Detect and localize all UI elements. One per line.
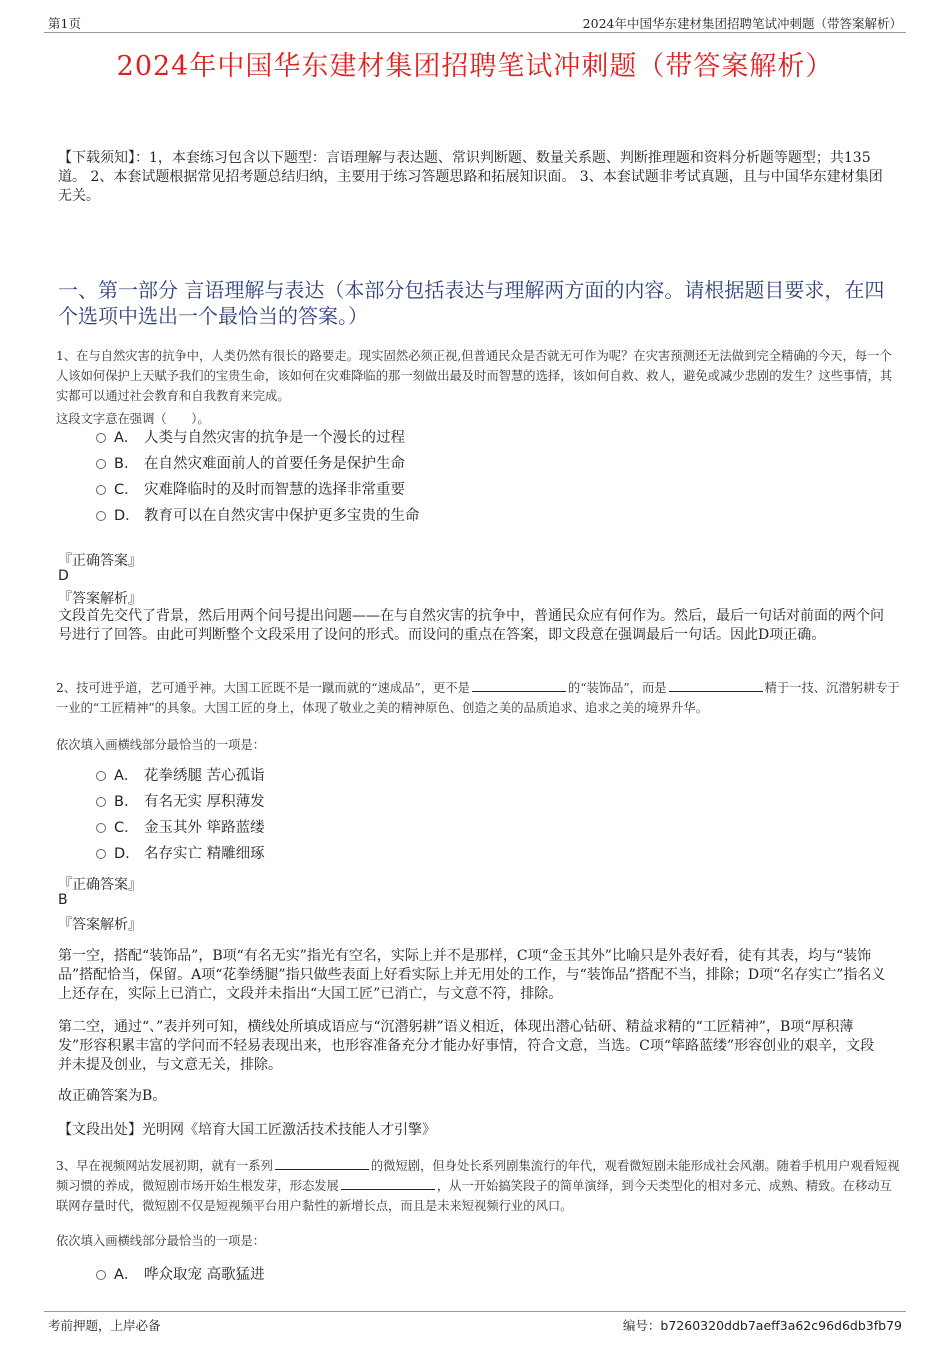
question-2-answer: B: [58, 892, 68, 908]
radio-icon[interactable]: [96, 433, 106, 443]
download-notice: 【下载须知】：1，本套练习包含以下题型：言语理解与表达题、常识判断题、数量关系题、判断推理题和资料分析题等题型；共135道。 2、本套试题根据常见招考题总结归纳，主要用于练习答题思路和拓展知识面。 3、本套试题非考试真题，且与中国华东建材集团无关。: [58, 150, 883, 204]
question-1-option-a[interactable]: A． 人类与自然灾害的抗争是一个漫长的过程: [96, 427, 405, 449]
document-title: 2024年中国华东建材集团招聘笔试冲刺题（带答案解析）: [116, 51, 834, 82]
question-1-analysis-label: 『答案解析』: [58, 591, 142, 607]
section-heading: 一、第一部分 言语理解与表达（本部分包括表达与理解两方面的内容。请根据题目要求，在四个选项中选出一个最恰当的答案。）: [58, 278, 885, 328]
radio-icon[interactable]: [96, 1270, 106, 1280]
radio-icon[interactable]: [96, 823, 106, 833]
answer-blank: [341, 1176, 435, 1190]
question-2-correct-label: 『正确答案』: [58, 877, 142, 893]
question-2-stem: 2、技可进乎道，艺可通乎神。大国工匠既不是一蹴而就的“速成品”，更不是 的“装饰品”，而是 精于一技、沉潜躬耕专于一业的“工匠精神”的具象。大国工匠的身上，体现了敬业之美的精神原色、创造之美的品质追求、追求之美的境界升华。: [56, 678, 900, 718]
question-1-option-c[interactable]: C． 灾难降临时的及时而智慧的选择非常重要: [96, 479, 405, 501]
answer-blank: [472, 678, 566, 692]
page-number: 第1页: [48, 16, 81, 31]
question-1-analysis: 文段首先交代了背景，然后用两个问号提出问题——在与自然灾害的抗争中，普通民众应有何作为。然后，最后一句话对前面的两个问号进行了回答。由此可判断整个文段采用了设问的形式。而设问的重点在答案，即文段意在强调最后一句话。因此D项正确。: [58, 608, 884, 643]
page-footer: [44, 1311, 906, 1336]
footer-slogan: 考前押题，上岸必备: [48, 1318, 161, 1333]
question-2-ask: 依次填入画横线部分最恰当的一项是：: [56, 738, 266, 752]
question-2-option-b[interactable]: B． 有名无实 厚积薄发: [96, 791, 265, 813]
question-2-conclusion: 故正确答案为B。: [58, 1088, 167, 1104]
question-1-option-d[interactable]: D． 教育可以在自然灾害中保护更多宝贵的生命: [96, 505, 420, 527]
question-3-stem: 3、早在视频网站发展初期，就有一系列 的微短剧，但身处长系列剧集流行的年代，观看微短剧未能形成社会风潮。随着手机用户观看短视频习惯的养成，微短剧市场开始生根发芽，形态发展 ，从一开始搞笑段子的简单演绎，到今天类型化的相对多元、成熟、精致。在移动互联网存量时代，微短剧不仅是短视频平台用户黏性的新增长点，而且是未来短视频行业的风口。: [56, 1156, 900, 1216]
question-2-option-d[interactable]: D． 名存实亡 精雕细琢: [96, 843, 265, 865]
page-header: [44, 12, 906, 33]
question-2-analysis-1: 第一空，搭配“装饰品”，B项“有名无实”指光有空名，实际上并不是那样，C项“金玉其外”比喻只是外表好看，徒有其表，均与“装饰品”搭配恰当，保留。A项“花拳绣腿”指只做些表面上好看实际上并无用处的工作，与“装饰品”搭配不当，排除；D项“名存实亡”指名义上还存在，实际上已消亡，文段并未指出“大国工匠”已消亡，与文意不符，排除。: [58, 948, 886, 1002]
answer-blank: [275, 1156, 369, 1170]
radio-icon[interactable]: [96, 797, 106, 807]
question-1-option-b[interactable]: B． 在自然灾难面前人的首要任务是保护生命: [96, 453, 405, 475]
document-code: b7260320ddb7aeff3a62c96d6db3fb79: [660, 1318, 902, 1333]
radio-icon[interactable]: [96, 771, 106, 781]
answer-blank: [669, 678, 763, 692]
header-doc-title: 2024年中国华东建材集团招聘笔试冲刺题（带答案解析）: [582, 16, 902, 31]
question-3-option-a[interactable]: A． 哗众取宠 高歌猛进: [96, 1264, 265, 1286]
question-1-ask: 这段文字意在强调（ ）。: [56, 412, 210, 426]
question-2-source: 【文段出处】光明网《培育大国工匠激活技术技能人才引擎》: [58, 1122, 436, 1138]
question-2-analysis-label: 『答案解析』: [58, 917, 142, 933]
radio-icon[interactable]: [96, 511, 106, 521]
footer-code: 编号：b7260320ddb7aeff3a62c96d6db3fb79: [622, 1318, 902, 1333]
question-2-option-c[interactable]: C． 金玉其外 筚路蓝缕: [96, 817, 265, 839]
radio-icon[interactable]: [96, 485, 106, 495]
question-2-option-a[interactable]: A． 花拳绣腿 苦心孤诣: [96, 765, 265, 787]
question-1-stem: 1、在与自然灾害的抗争中，人类仍然有很长的路要走。现实固然必须正视,但普通民众是否就无可作为呢？在灾害预测还无法做到完全精确的今天，每一个人该如何保护上天赋予我们的宝贵生命，该如何在灾难降临的那一刻做出最及时而智慧的选择，该如何自救、救人，避免或减少悲剧的发生？这些事情，其实都可以通过社会教育和自我教育来完成。: [56, 349, 893, 403]
question-1-correct-label: 『正确答案』: [58, 553, 142, 569]
radio-icon[interactable]: [96, 459, 106, 469]
question-3-ask: 依次填入画横线部分最恰当的一项是：: [56, 1234, 266, 1248]
question-1-answer: D: [58, 568, 69, 584]
question-2-analysis-2: 第二空，通过“、”表并列可知，横线处所填成语应与“沉潜躬耕”语义相近，体现出潜心钻研、精益求精的“工匠精神”，B项“厚积薄发”形容积累丰富的学问而不轻易表现出来，也形容准备充分才能办好事情，符合文意，当选。C项“筚路蓝缕”形容创业的艰辛，文段并未提及创业，与文意无关，排除。: [58, 1019, 875, 1073]
radio-icon[interactable]: [96, 849, 106, 859]
